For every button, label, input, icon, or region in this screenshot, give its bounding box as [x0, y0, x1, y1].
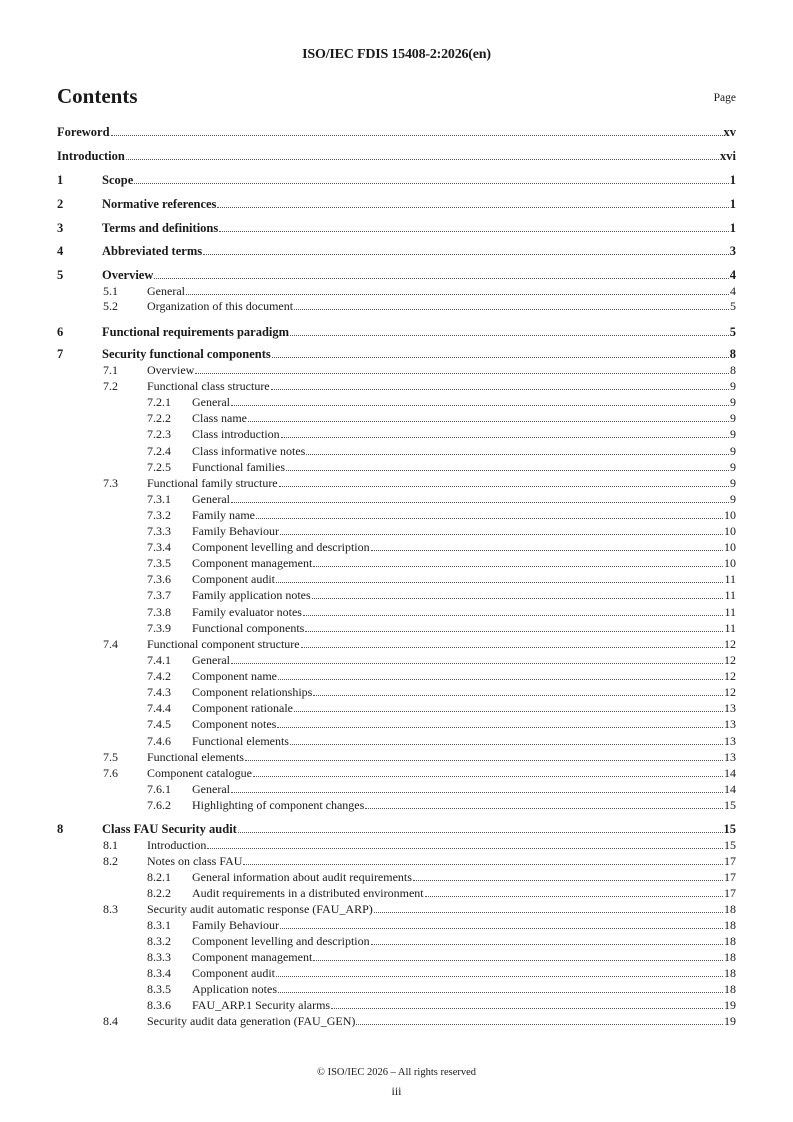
toc-entry-number: 7.2.3: [147, 427, 171, 441]
toc-entry-title: Functional family structure: [147, 476, 278, 490]
dot-leader: [154, 277, 728, 279]
toc-entry[interactable]: [57, 556, 736, 570]
toc-entry-number: 7.3: [103, 476, 118, 490]
dot-leader: [331, 1007, 723, 1009]
toc-entry-title: Normative references: [102, 197, 217, 211]
toc-entry[interactable]: [57, 149, 736, 163]
toc-entry-title: Overview: [147, 363, 195, 377]
toc-entry-number: 5.2: [103, 299, 118, 313]
toc-entry-title: Highlighting of component changes: [192, 798, 365, 812]
dot-leader: [281, 436, 729, 438]
toc-entry[interactable]: [57, 701, 736, 715]
toc-entry-page: 10: [724, 540, 736, 554]
dot-leader: [276, 581, 723, 583]
dot-leader: [294, 308, 729, 310]
toc-entry-number: 7.4.4: [147, 701, 171, 715]
toc-entry-number: 7.4: [103, 637, 118, 651]
toc-entry-number: 5: [57, 268, 64, 282]
toc-entry-title: Functional elements: [192, 734, 289, 748]
toc-entry[interactable]: [57, 524, 736, 538]
toc-entry-page: 19: [724, 1014, 736, 1028]
toc-entry-page: 13: [724, 734, 736, 748]
toc-entry-title: FAU_ARP.1 Security alarms: [192, 998, 331, 1012]
toc-entry[interactable]: [57, 966, 736, 980]
toc-entry-number: 7.3.6: [147, 572, 171, 586]
toc-entry-page: 15: [724, 798, 736, 812]
toc-entry[interactable]: [57, 902, 736, 916]
toc-entry[interactable]: [57, 492, 736, 506]
toc-entry-title: Introduction: [57, 149, 125, 163]
toc-entry-number: 7.2.4: [147, 444, 171, 458]
toc-entry-number: 7.5: [103, 750, 118, 764]
toc-entry[interactable]: [57, 766, 736, 780]
toc-entry-title: Component management: [192, 950, 313, 964]
toc-entry-title: Component name: [192, 669, 277, 683]
toc-entry[interactable]: [57, 268, 736, 282]
dot-leader: [286, 469, 729, 471]
toc-entry[interactable]: [57, 918, 736, 932]
toc-entry-number: 7.3.4: [147, 540, 171, 554]
toc-entry-page: 14: [724, 766, 736, 780]
toc-entry-page: 18: [724, 982, 736, 996]
dot-leader: [186, 293, 729, 295]
toc-entry-number: 8.3.4: [147, 966, 171, 980]
dot-leader: [253, 775, 723, 777]
toc-entry-title: Component notes: [192, 717, 277, 731]
toc-entry-page: 11: [724, 621, 736, 635]
toc-entry-title: Scope: [102, 173, 134, 187]
dot-leader: [207, 847, 723, 849]
toc-entry[interactable]: [57, 588, 736, 602]
toc-entry-title: Introduction: [147, 838, 207, 852]
toc-entry-page: 10: [724, 524, 736, 538]
toc-entry-page: 9: [730, 411, 736, 425]
toc-entry-title: Component audit: [192, 966, 275, 980]
toc-entry[interactable]: [57, 460, 736, 474]
toc-entry-number: 7.3.5: [147, 556, 171, 570]
toc-entry-page: 18: [724, 902, 736, 916]
toc-entry-title: Family evaluator notes: [192, 605, 302, 619]
toc-entry-page: 17: [724, 854, 736, 868]
dot-leader: [219, 230, 729, 232]
dot-leader: [195, 372, 729, 374]
dot-leader: [371, 943, 723, 945]
dot-leader: [245, 759, 723, 761]
dot-leader: [243, 863, 723, 865]
toc-entry-title: Abbreviated terms: [102, 244, 203, 258]
toc-entry-title: Component rationale: [192, 701, 293, 715]
toc-entry-page: 4: [729, 268, 736, 282]
toc-entry-number: 8.3.6: [147, 998, 171, 1012]
toc-entry[interactable]: [57, 363, 736, 377]
toc-entry[interactable]: [57, 822, 736, 836]
toc-entry-page: 14: [724, 782, 736, 796]
toc-entry-number: 8.3: [103, 902, 118, 916]
toc-entry-title: General: [192, 782, 230, 796]
toc-entry-page: 9: [730, 492, 736, 506]
toc-entry-title: Functional requirements paradigm: [102, 325, 290, 339]
toc-entry-page: 18: [724, 950, 736, 964]
toc-entry-title: Functional elements: [147, 750, 244, 764]
toc-entry-number: 7.2.5: [147, 460, 171, 474]
dot-leader: [134, 182, 729, 184]
toc-entry-title: Family application notes: [192, 588, 311, 602]
toc-entry[interactable]: [57, 173, 736, 187]
toc-entry[interactable]: [57, 870, 736, 884]
dot-leader: [278, 678, 723, 680]
dot-leader: [365, 807, 723, 809]
toc-entry-title: Component relationships: [192, 685, 313, 699]
dot-leader: [277, 726, 723, 728]
toc-entry-page: 18: [724, 918, 736, 932]
dot-leader: [217, 206, 728, 208]
toc-entry-title: Functional families: [192, 460, 285, 474]
toc-entry-title: Application notes: [192, 982, 277, 996]
toc-entry-number: 7.2.1: [147, 395, 171, 409]
dot-leader: [231, 791, 723, 793]
toc-entry-page: 11: [724, 572, 736, 586]
toc-entry-title: Component audit: [192, 572, 275, 586]
dot-leader: [280, 533, 723, 535]
toc-entry[interactable]: [57, 854, 736, 868]
toc-entry-title: General: [192, 395, 230, 409]
toc-entry-number: 6: [57, 325, 64, 339]
toc-entry-number: 8: [57, 822, 64, 836]
toc-entry[interactable]: [57, 427, 736, 441]
toc-entry-title: Organization of this document: [147, 299, 294, 313]
dot-leader: [280, 927, 723, 929]
toc-entry[interactable]: [57, 734, 736, 748]
toc-entry-number: 7.2: [103, 379, 118, 393]
toc-entry[interactable]: [57, 1014, 736, 1028]
toc-entry-title: Component levelling and description: [192, 540, 370, 554]
toc-entry-page: 13: [724, 701, 736, 715]
toc-entry[interactable]: [57, 950, 736, 964]
dot-leader: [356, 1023, 723, 1025]
toc-entry-number: 2: [57, 197, 64, 211]
toc-entry-page: 13: [724, 717, 736, 731]
toc-entry[interactable]: [57, 717, 736, 731]
toc-entry[interactable]: [57, 637, 736, 651]
toc-entry-title: Functional component structure: [147, 637, 300, 651]
toc-entry-page: 15: [723, 822, 736, 836]
dot-leader: [374, 911, 723, 913]
toc-entry[interactable]: [57, 782, 736, 796]
toc-entry-title: Security functional components: [102, 347, 271, 361]
toc-entry-number: 7.1: [103, 363, 118, 377]
toc-entry[interactable]: [57, 411, 736, 425]
toc-entry-page: 8: [730, 363, 736, 377]
toc-entry[interactable]: [57, 244, 736, 258]
toc-entry-number: 7.3.2: [147, 508, 171, 522]
dot-leader: [313, 694, 723, 696]
dot-leader: [231, 501, 729, 503]
toc-entry-page: 13: [724, 750, 736, 764]
toc-entry[interactable]: [57, 476, 736, 490]
toc-entry-number: 8.1: [103, 838, 118, 852]
toc-entry-title: General: [192, 653, 230, 667]
toc-entry[interactable]: [57, 125, 736, 139]
dot-leader: [312, 597, 724, 599]
dot-leader: [313, 959, 723, 961]
toc-entry[interactable]: [57, 379, 736, 393]
toc-entry-number: 3: [57, 221, 64, 235]
toc-entry[interactable]: [57, 395, 736, 409]
toc-entry[interactable]: [57, 653, 736, 667]
toc-entry-page: 5: [729, 325, 736, 339]
toc-entry-number: 7.6.2: [147, 798, 171, 812]
toc-entry-title: Class introduction: [192, 427, 280, 441]
dot-leader: [276, 975, 723, 977]
toc-entry-page: 9: [730, 444, 736, 458]
page-number: iii: [391, 1084, 402, 1098]
toc-entry-number: 7.4.3: [147, 685, 171, 699]
toc-entry-number: 7.3.3: [147, 524, 171, 538]
toc-entry[interactable]: [57, 197, 736, 211]
toc-entry-page: xv: [723, 125, 736, 139]
toc-entry-page: 12: [724, 669, 736, 683]
toc-entry[interactable]: [57, 444, 736, 458]
toc-entry-title: General: [192, 492, 230, 506]
toc-entry-number: 7.6.1: [147, 782, 171, 796]
toc-entry-title: Component levelling and description: [192, 934, 370, 948]
dot-leader: [256, 517, 723, 519]
toc-entry-page: 17: [724, 870, 736, 884]
toc-entry-number: 7.6: [103, 766, 118, 780]
toc-entry[interactable]: [57, 299, 736, 313]
toc-entry-title: Family Behaviour: [192, 918, 279, 932]
toc-entry-number: 8.2.2: [147, 886, 171, 900]
dot-leader: [272, 356, 729, 358]
toc-entry[interactable]: [57, 284, 736, 298]
toc-entry-number: 7.3.8: [147, 605, 171, 619]
toc-entry-number: 7.3.1: [147, 492, 171, 506]
toc-entry[interactable]: [57, 540, 736, 554]
toc-entry-page: 1: [729, 173, 736, 187]
toc-entry-page: 10: [724, 508, 736, 522]
dot-leader: [271, 388, 729, 390]
toc-entry-title: Functional components: [192, 621, 305, 635]
toc-entry-title: Component catalogue: [147, 766, 252, 780]
toc-entry-number: 8.2: [103, 854, 118, 868]
toc-entry-title: General information about audit requirements: [192, 870, 412, 884]
toc-entry-number: 8.3.1: [147, 918, 171, 932]
toc-entry-page: 12: [724, 685, 736, 699]
toc-entry-page: 11: [724, 588, 736, 602]
toc-entry-title: Foreword: [57, 125, 110, 139]
toc-entry-number: 7.4.1: [147, 653, 171, 667]
copyright-footer: © ISO/IEC 2026 – All rights reserved: [316, 1067, 477, 1078]
toc-entry-number: 8.4: [103, 1014, 118, 1028]
page-column-label: Page: [713, 92, 736, 104]
dot-leader: [290, 743, 723, 745]
toc-entry[interactable]: [57, 572, 736, 586]
toc-entry[interactable]: [57, 508, 736, 522]
toc-entry-title: Class informative notes: [192, 444, 306, 458]
toc-entry[interactable]: [57, 798, 736, 812]
contents-heading: Contents: [57, 84, 138, 108]
toc-entry-number: 8.3.5: [147, 982, 171, 996]
toc-entry-page: 9: [730, 379, 736, 393]
toc-entry-page: 19: [724, 998, 736, 1012]
toc-entry-number: 8.2.1: [147, 870, 171, 884]
toc-entry[interactable]: [57, 998, 736, 1012]
toc-entry-title: Security audit data generation (FAU_GEN): [147, 1014, 356, 1028]
toc-entry-number: 7.4.5: [147, 717, 171, 731]
toc-entry[interactable]: [57, 886, 736, 900]
toc-entry[interactable]: [57, 669, 736, 683]
dot-leader: [303, 614, 723, 616]
dot-leader: [371, 549, 723, 551]
toc-entry[interactable]: [57, 605, 736, 619]
toc-entry-page: 3: [729, 244, 736, 258]
toc-entry-title: Class name: [192, 411, 247, 425]
toc-entry-page: 10: [724, 556, 736, 570]
toc-entry[interactable]: [57, 347, 736, 361]
dot-leader: [294, 710, 723, 712]
toc-entry-page: 11: [724, 605, 736, 619]
dot-leader: [425, 895, 723, 897]
toc-entry-number: 7.4.2: [147, 669, 171, 683]
toc-entry-number: 4: [57, 244, 64, 258]
dot-leader: [238, 831, 723, 833]
toc-entry-page: 8: [729, 347, 736, 361]
dot-leader: [313, 565, 723, 567]
toc-entry-title: Overview: [102, 268, 154, 282]
toc-entry-title: Family Behaviour: [192, 524, 279, 538]
dot-leader: [203, 253, 729, 255]
document-header: ISO/IEC FDIS 15408-2:2026(en): [302, 47, 491, 62]
dot-leader: [111, 134, 723, 136]
dot-leader: [231, 662, 723, 664]
toc-entry-number: 7.2.2: [147, 411, 171, 425]
toc-entry[interactable]: [57, 982, 736, 996]
dot-leader: [278, 991, 723, 993]
toc-entry-page: 18: [724, 966, 736, 980]
toc-entry-title: Terms and definitions: [102, 221, 219, 235]
toc-entry-page: 9: [730, 476, 736, 490]
toc-entry-page: 12: [724, 637, 736, 651]
toc-entry[interactable]: [57, 325, 736, 339]
toc-entry-title: Notes on class FAU: [147, 854, 243, 868]
toc-entry[interactable]: [57, 621, 736, 635]
toc-entry[interactable]: [57, 934, 736, 948]
toc-entry-page: 4: [730, 284, 736, 298]
toc-entry-page: 5: [730, 299, 736, 313]
dot-leader: [305, 630, 723, 632]
toc-entry-page: 9: [730, 395, 736, 409]
toc-entry-title: Component management: [192, 556, 313, 570]
toc-entry-number: 7.4.6: [147, 734, 171, 748]
toc-entry-page: 12: [724, 653, 736, 667]
dot-leader: [301, 646, 723, 648]
dot-leader: [248, 420, 729, 422]
toc-entry-number: 8.3.3: [147, 950, 171, 964]
toc-entry-page: 17: [724, 886, 736, 900]
toc-entry-number: 7.3.9: [147, 621, 171, 635]
toc-entry-page: xvi: [720, 149, 736, 163]
toc-entry[interactable]: [57, 750, 736, 764]
toc-entry-page: 18: [724, 934, 736, 948]
toc-entry[interactable]: [57, 685, 736, 699]
toc-entry-number: 7.3.7: [147, 588, 171, 602]
toc-entry-title: Family name: [192, 508, 255, 522]
toc-entry-page: 1: [729, 197, 736, 211]
toc-entry[interactable]: [57, 221, 736, 235]
toc-entry-title: Audit requirements in a distributed environment: [192, 886, 424, 900]
toc-entry-number: 8.3.2: [147, 934, 171, 948]
toc-entry-page: 1: [729, 221, 736, 235]
toc-entry-number: 7: [57, 347, 64, 361]
toc-entry-page: 9: [730, 427, 736, 441]
dot-leader: [413, 879, 723, 881]
dot-leader: [306, 453, 729, 455]
toc-entry-title: Functional class structure: [147, 379, 270, 393]
toc-entry-title: General: [147, 284, 185, 298]
toc-entry[interactable]: [57, 838, 736, 852]
dot-leader: [290, 334, 729, 336]
dot-leader: [231, 404, 729, 406]
toc-entry-title: Class FAU Security audit: [102, 822, 237, 836]
toc-entry-number: 1: [57, 173, 64, 187]
toc-entry-page: 9: [730, 460, 736, 474]
toc-entry-number: 5.1: [103, 284, 118, 298]
toc-entry-page: 15: [724, 838, 736, 852]
toc-entry-title: Security audit automatic response (FAU_ARP): [147, 902, 373, 916]
dot-leader: [126, 158, 719, 160]
dot-leader: [279, 485, 729, 487]
